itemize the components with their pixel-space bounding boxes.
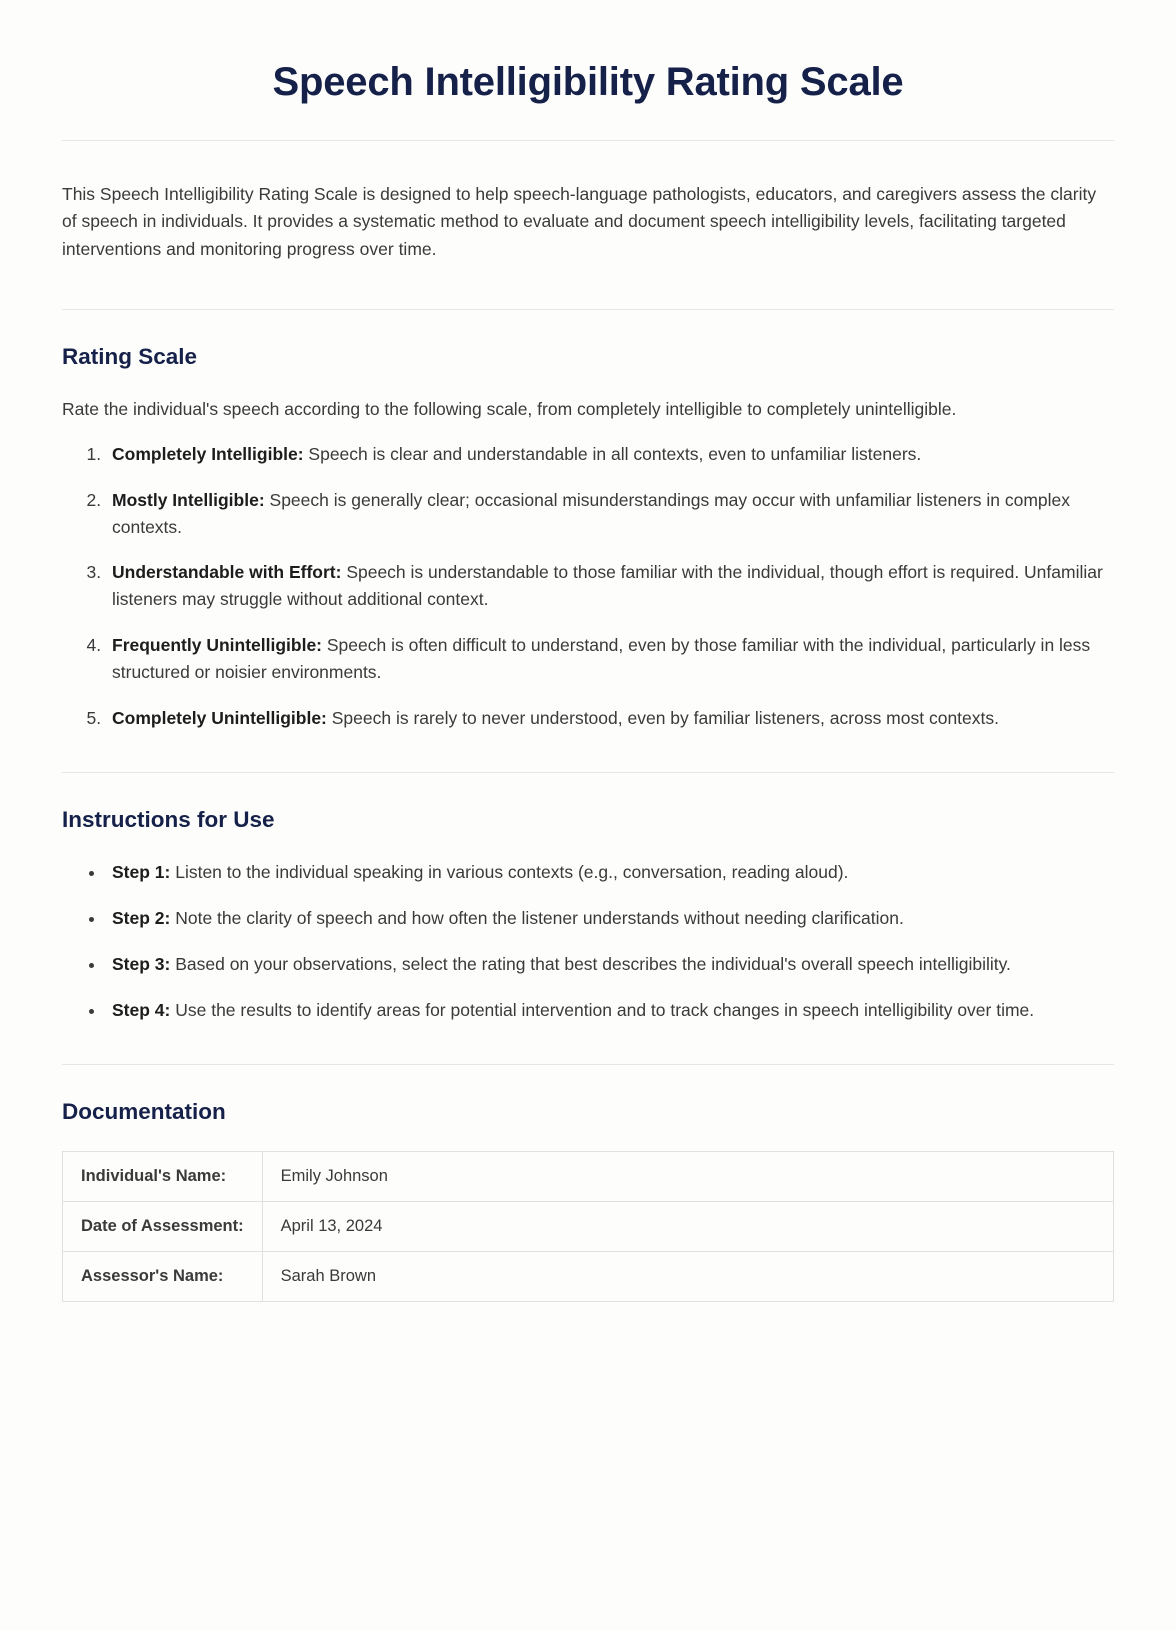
table-row: [63, 1202, 1114, 1252]
list-item: [106, 632, 1114, 686]
rating-item-text: Speech is clear and understandable in all contexts, even to unfamiliar listeners.: [303, 444, 922, 465]
field-label: Date of Assessment:: [63, 1202, 263, 1252]
section-instructions: [62, 773, 1114, 1064]
rating-item-label: Mostly Intelligible:: [112, 489, 265, 510]
list-item: [106, 705, 1114, 732]
field-label: Individual's Name:: [63, 1152, 263, 1202]
rating-item-text: Speech is understandable to those familiar with the individual, though effort is required. Unfamiliar listeners may struggle without additional context.: [112, 562, 1103, 610]
step-text: Based on your observations, select the rating that best describes the individual's overall speech intelligibility.: [170, 953, 1011, 974]
list-item: [106, 487, 1114, 541]
step-text: Listen to the individual speaking in various contexts (e.g., conversation, reading aloud).: [170, 862, 849, 883]
page-title: Speech Intelligibility Rating Scale: [272, 60, 904, 104]
rating-item-label: Completely Intelligible:: [112, 444, 304, 465]
instructions-heading: Instructions for Use: [62, 807, 275, 833]
step-label: Step 1:: [112, 862, 171, 883]
field-label: Assessor's Name:: [63, 1252, 263, 1302]
rating-item-text: Speech is generally clear; occasional misunderstandings may occur with unfamiliar listeners in complex contexts.: [112, 489, 1071, 537]
rating-scale-heading: Rating Scale: [62, 343, 198, 369]
list-item: [106, 905, 1114, 932]
list-item: [106, 441, 1114, 468]
document-intro: This Speech Intelligibility Rating Scale is designed to help speech-language pathologists, educators, and caregivers assess the clarity of speech in individuals. It provides a systematic method to evaluate and document speech intelligibility levels, facilitating targeted interventions and monitoring progress over time.: [62, 184, 1097, 259]
rating-scale-lead: Rate the individual's speech according to the following scale, from completely intelligible to completely unintelligible.: [62, 398, 957, 419]
field-value: Sarah Brown: [262, 1252, 1113, 1302]
rating-item-text: Speech is rarely to never understood, even by familiar listeners, across most contexts.: [326, 707, 999, 728]
table-row: [63, 1152, 1114, 1202]
field-value: April 13, 2024: [262, 1202, 1113, 1252]
step-text: Use the results to identify areas for potential intervention and to track changes in speech intelligibility over time.: [170, 999, 1035, 1020]
rating-item-label: Understandable with Effort:: [112, 562, 342, 583]
documentation-table: [62, 1151, 1114, 1302]
page-bottom-spacer: [62, 1324, 1114, 1394]
field-value: Emily Johnson: [262, 1152, 1113, 1202]
documentation-heading: Documentation: [62, 1099, 226, 1125]
list-item: [106, 951, 1114, 978]
list-item: [106, 559, 1114, 613]
divider-after-title: [62, 140, 1114, 141]
table-row: [63, 1252, 1114, 1302]
rating-item-label: Frequently Unintelligible:: [112, 635, 323, 656]
instructions-list: [62, 859, 1114, 1023]
rating-item-text: Speech is often difficult to understand, even by those familiar with the individual, particularly in less structured or noisier environments.: [112, 635, 1091, 682]
section-rating-scale: [62, 310, 1114, 772]
step-label: Step 2:: [112, 908, 171, 929]
rating-scale-list: [62, 441, 1114, 731]
section-documentation: [62, 1065, 1114, 1324]
step-text: Note the clarity of speech and how often the listener understands without needing clarification.: [170, 908, 904, 929]
rating-item-label: Completely Unintelligible:: [112, 707, 327, 728]
step-label: Step 4:: [112, 999, 171, 1020]
step-label: Step 3:: [112, 953, 171, 974]
list-item: [106, 997, 1114, 1024]
list-item: [106, 859, 1114, 886]
